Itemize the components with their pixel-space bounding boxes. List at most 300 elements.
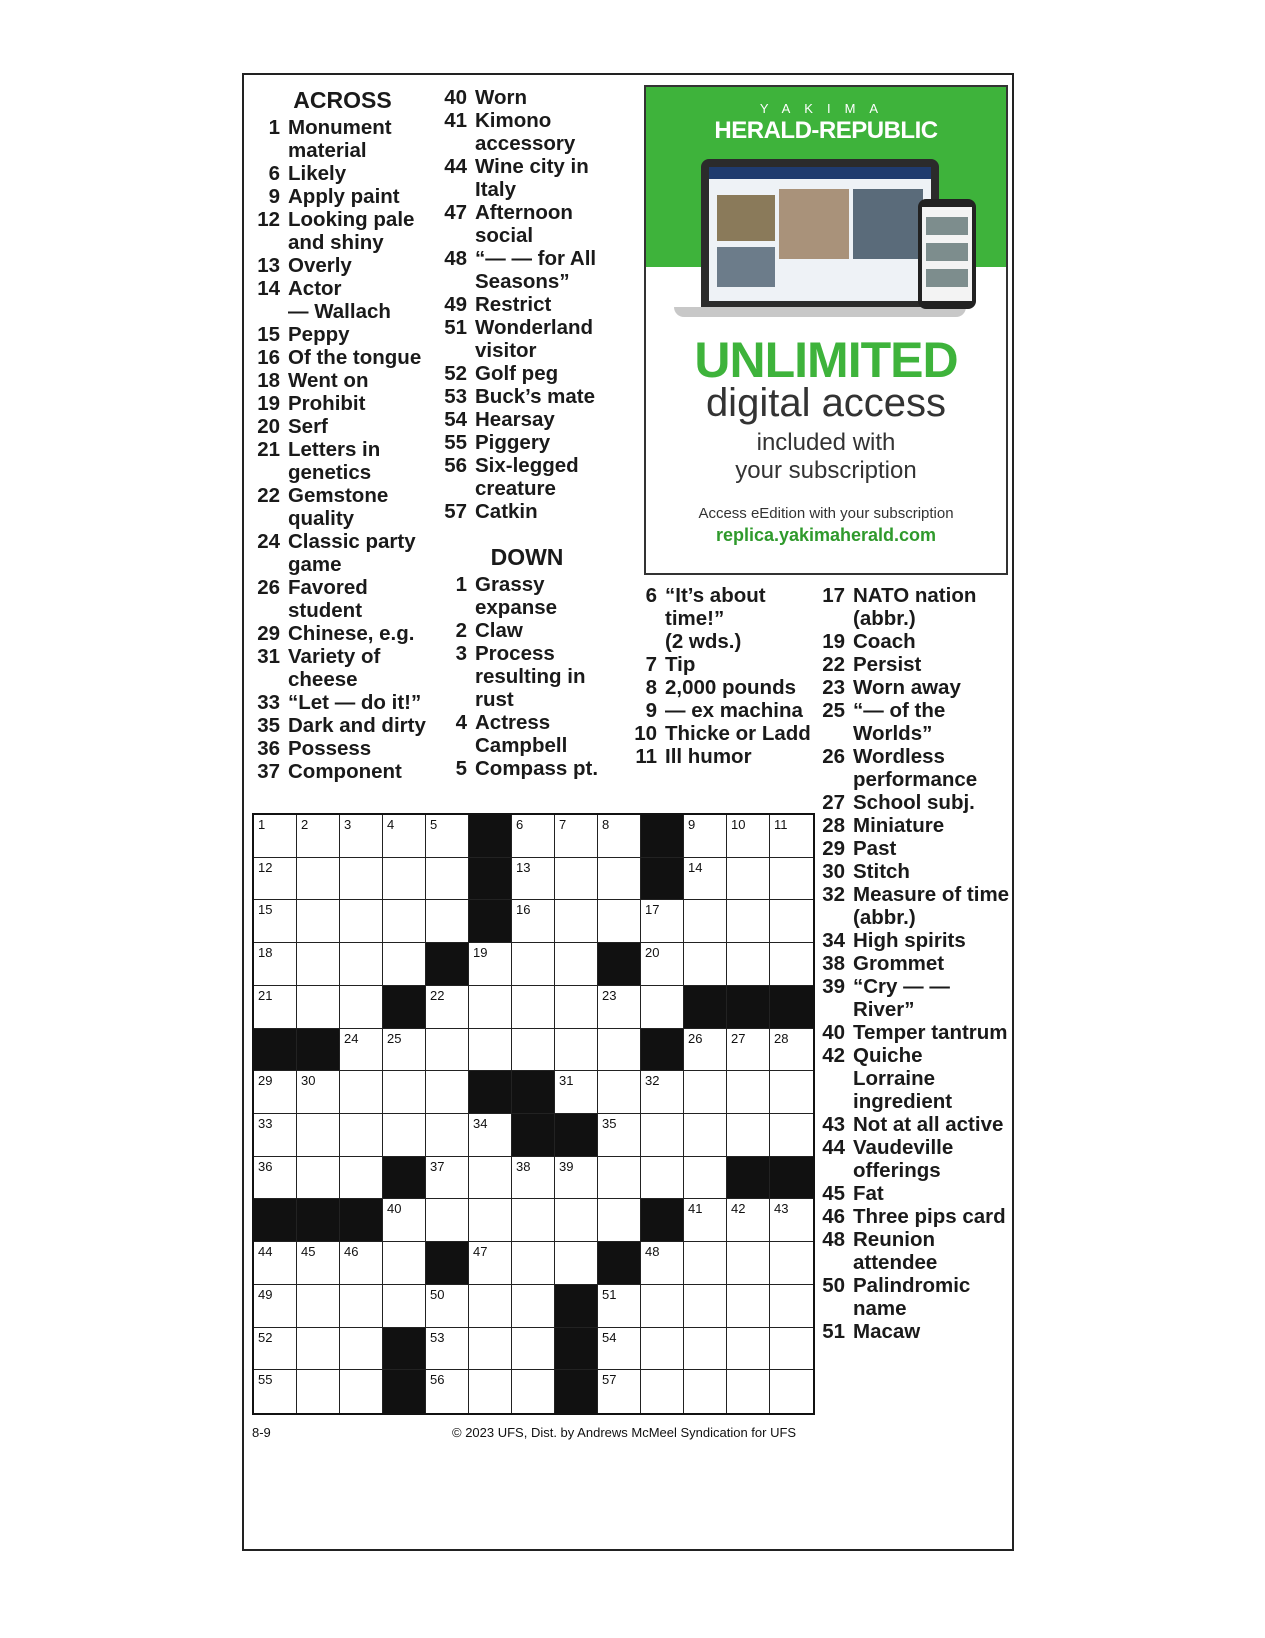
grid-cell[interactable] [426, 1029, 469, 1072]
black-square [469, 900, 512, 943]
grid-cell[interactable] [770, 900, 813, 943]
cell-number: 32 [645, 1073, 660, 1089]
grid-cell[interactable] [555, 1199, 598, 1242]
grid-cell[interactable] [340, 1029, 383, 1072]
grid-cell[interactable] [340, 1285, 383, 1328]
grid-cell[interactable] [555, 1157, 598, 1200]
grid-cell[interactable] [512, 815, 555, 858]
grid-cell[interactable] [340, 943, 383, 986]
grid-cell[interactable] [598, 1199, 641, 1242]
grid-cell[interactable] [770, 815, 813, 858]
cell-number: 25 [387, 1030, 402, 1046]
cell-number: 45 [301, 1244, 316, 1260]
clue-text: Claw [475, 619, 523, 642]
ad-headline: UNLIMITED [694, 332, 958, 388]
grid-cell[interactable] [340, 1157, 383, 1200]
grid-cell[interactable] [469, 1199, 512, 1242]
black-square [469, 1071, 512, 1114]
grid-cell[interactable] [641, 986, 684, 1029]
down-header: DOWN [490, 544, 564, 570]
black-square [641, 1029, 684, 1072]
grid-cell[interactable] [340, 1370, 383, 1413]
grid-cell[interactable] [598, 1285, 641, 1328]
grid-cell[interactable] [727, 900, 770, 943]
grid-cell[interactable] [297, 1071, 340, 1114]
clue-number: 16 [257, 346, 280, 369]
grid-cell[interactable] [512, 1370, 555, 1413]
grid-cell[interactable] [727, 1242, 770, 1285]
grid-cell[interactable] [555, 1071, 598, 1114]
grid-cell[interactable] [641, 1328, 684, 1371]
grid-cell[interactable] [684, 1285, 727, 1328]
clue-item [250, 760, 435, 783]
grid-cell[interactable] [426, 986, 469, 1029]
grid-cell[interactable] [555, 900, 598, 943]
clue-item [627, 699, 827, 722]
grid-cell[interactable] [770, 1242, 813, 1285]
grid-cell[interactable] [383, 1199, 426, 1242]
clue-item [437, 573, 617, 619]
grid-cell[interactable] [297, 1285, 340, 1328]
grid-cell[interactable] [426, 900, 469, 943]
clue-text: Palindromic name [853, 1274, 977, 1320]
clue-item [815, 952, 1010, 975]
grid-cell[interactable] [684, 1071, 727, 1114]
grid-cell[interactable] [555, 858, 598, 901]
clue-number: 3 [455, 642, 467, 665]
clue-number: 55 [444, 431, 467, 454]
black-square [641, 815, 684, 858]
clue-item [250, 116, 435, 162]
clue-number: 10 [634, 722, 657, 745]
clue-item [815, 630, 1010, 653]
clue-number: 52 [444, 362, 467, 385]
clue-text: “It’s about time!” (2 wds.) [665, 584, 766, 653]
clue-text: Monument material [288, 116, 398, 162]
cell-number: 22 [430, 987, 445, 1003]
grid-cell[interactable] [512, 1328, 555, 1371]
clue-text: Grommet [853, 952, 945, 975]
grid-cell[interactable] [727, 1370, 770, 1413]
clue-item [437, 711, 617, 757]
grid-cell[interactable] [340, 858, 383, 901]
clue-number: 15 [257, 323, 280, 346]
grid-cell[interactable] [254, 1157, 297, 1200]
clue-item [815, 1136, 1010, 1182]
grid-cell[interactable] [426, 1199, 469, 1242]
clue-text: Quiche Lorraine ingredient [853, 1044, 953, 1113]
clue-number: 9 [645, 699, 657, 722]
grid-cell[interactable] [727, 943, 770, 986]
clue-number: 53 [444, 385, 467, 408]
clue-item [250, 208, 435, 254]
grid-cell[interactable] [684, 1328, 727, 1371]
grid-cell[interactable] [641, 1114, 684, 1157]
grid-cell[interactable] [254, 900, 297, 943]
grid-cell[interactable] [770, 1071, 813, 1114]
cell-number: 38 [516, 1158, 531, 1174]
clue-item [437, 500, 617, 523]
cell-number: 23 [602, 987, 617, 1003]
clue-item [627, 676, 827, 699]
cell-number: 43 [774, 1201, 789, 1217]
grid-cell[interactable] [426, 1285, 469, 1328]
grid-cell[interactable] [340, 1114, 383, 1157]
clue-text: Component [288, 760, 402, 783]
black-square [555, 1370, 598, 1413]
grid-cell[interactable] [684, 858, 727, 901]
clue-text: Restrict [475, 293, 552, 316]
grid-cell[interactable] [254, 986, 297, 1029]
cell-number: 4 [387, 817, 395, 832]
grid-cell[interactable] [641, 943, 684, 986]
clue-text: Ill humor [665, 745, 752, 768]
grid-cell[interactable] [297, 858, 340, 901]
grid-cell[interactable] [383, 943, 426, 986]
clue-number: 48 [444, 247, 467, 270]
grid-cell[interactable] [297, 943, 340, 986]
grid-cell[interactable] [426, 1071, 469, 1114]
ad-url-link[interactable]: replica.yakimaherald.com [715, 525, 937, 545]
grid-cell[interactable] [598, 900, 641, 943]
grid-cell[interactable] [555, 1029, 598, 1072]
cell-number: 6 [516, 817, 524, 832]
clue-number: 2 [455, 619, 467, 642]
clue-number: 23 [822, 676, 845, 699]
grid-cell[interactable] [469, 1114, 512, 1157]
grid-cell[interactable] [340, 1328, 383, 1371]
clue-number: 27 [822, 791, 845, 814]
grid-cell[interactable] [684, 900, 727, 943]
clue-number: 11 [635, 745, 657, 768]
grid-cell[interactable] [383, 1285, 426, 1328]
cell-number: 13 [516, 859, 531, 875]
cell-number: 35 [602, 1116, 617, 1131]
grid-cell[interactable] [770, 1328, 813, 1371]
cell-number: 17 [645, 902, 660, 918]
phone-image [918, 199, 976, 309]
black-square [770, 1157, 813, 1200]
grid-cell[interactable] [727, 1114, 770, 1157]
grid-cell[interactable] [297, 1328, 340, 1371]
grid-cell[interactable] [426, 815, 469, 858]
grid-cell[interactable] [383, 1242, 426, 1285]
grid-cell[interactable] [770, 858, 813, 901]
black-square [297, 1199, 340, 1242]
clue-number: 51 [444, 316, 467, 339]
clue-text: Prohibit [288, 392, 366, 415]
ad-access-text: Access eEdition with your subscription [698, 505, 954, 522]
grid-cell[interactable] [598, 858, 641, 901]
grid-cell[interactable] [254, 1328, 297, 1371]
cell-number: 42 [731, 1201, 746, 1217]
clue-text: Chinese, e.g. [288, 622, 415, 645]
crossword-grid[interactable] [252, 813, 815, 1415]
cell-number: 29 [258, 1073, 273, 1089]
grid-cell[interactable] [512, 1242, 555, 1285]
clue-number: 43 [822, 1113, 845, 1136]
grid-cell[interactable] [555, 815, 598, 858]
grid-cell[interactable] [641, 900, 684, 943]
ad-tagline-line1: included with [756, 429, 896, 456]
clue-text: Tip [665, 653, 696, 676]
cell-number: 53 [430, 1329, 445, 1345]
grid-cell[interactable] [684, 943, 727, 986]
grid-cell[interactable] [512, 986, 555, 1029]
grid-cell[interactable] [512, 943, 555, 986]
grid-cell[interactable] [598, 986, 641, 1029]
grid-cell[interactable] [469, 986, 512, 1029]
clue-item [437, 109, 617, 155]
grid-cell[interactable] [512, 1199, 555, 1242]
clue-item [250, 346, 435, 369]
clue-number: 6 [645, 584, 657, 607]
clue-item [815, 883, 1015, 929]
clue-item [815, 814, 1010, 837]
grid-cell[interactable] [727, 858, 770, 901]
grid-cell[interactable] [555, 943, 598, 986]
grid-cell[interactable] [727, 1328, 770, 1371]
clue-item [815, 791, 1010, 814]
grid-cell[interactable] [641, 1242, 684, 1285]
grid-cell[interactable] [469, 1157, 512, 1200]
grid-cell[interactable] [426, 1370, 469, 1413]
grid-cell[interactable] [727, 815, 770, 858]
grid-cell[interactable] [512, 900, 555, 943]
black-square [426, 943, 469, 986]
grid-cell[interactable] [598, 1029, 641, 1072]
black-square [297, 1029, 340, 1072]
black-square [727, 986, 770, 1029]
grid-cell[interactable] [297, 1370, 340, 1413]
grid-cell[interactable] [297, 986, 340, 1029]
grid-cell[interactable] [598, 1157, 641, 1200]
grid-cell[interactable] [770, 1370, 813, 1413]
grid-cell[interactable] [340, 900, 383, 943]
laptop-base-image [674, 307, 966, 317]
cell-number: 3 [344, 817, 352, 832]
clue-item [437, 155, 617, 201]
clue-number: 30 [822, 860, 845, 883]
clue-item [250, 277, 435, 323]
grid-cell[interactable] [684, 1029, 727, 1072]
grid-cell[interactable] [598, 815, 641, 858]
grid-cell[interactable] [684, 1242, 727, 1285]
grid-cell[interactable] [340, 1242, 383, 1285]
black-square [383, 986, 426, 1029]
grid-cell[interactable] [641, 1285, 684, 1328]
grid-cell[interactable] [684, 1370, 727, 1413]
grid-cell[interactable] [512, 1029, 555, 1072]
grid-cell[interactable] [383, 1071, 426, 1114]
puzzle-date: 8-9 [252, 1425, 271, 1440]
grid-cell[interactable] [727, 1071, 770, 1114]
grid-cell[interactable] [297, 1114, 340, 1157]
clue-text: Worn away [853, 676, 961, 699]
cell-number: 41 [688, 1201, 703, 1217]
grid-cell[interactable] [469, 943, 512, 986]
grid-cell[interactable] [469, 1029, 512, 1072]
grid-cell[interactable] [555, 986, 598, 1029]
grid-cell[interactable] [641, 1071, 684, 1114]
clue-number: 47 [444, 201, 467, 224]
grid-cell[interactable] [383, 858, 426, 901]
subscription-advertisement[interactable] [644, 85, 1008, 575]
grid-cell[interactable] [727, 1029, 770, 1072]
clue-number: 1 [455, 573, 467, 596]
grid-cell[interactable] [254, 1114, 297, 1157]
clue-text: Piggery [475, 431, 551, 454]
grid-cell[interactable] [770, 1114, 813, 1157]
grid-cell[interactable] [598, 1114, 641, 1157]
clue-item [437, 201, 617, 247]
black-square [684, 986, 727, 1029]
grid-cell[interactable] [684, 1114, 727, 1157]
clue-number: 31 [257, 645, 280, 668]
cell-number: 30 [301, 1073, 316, 1089]
clue-text: Went on [288, 369, 369, 392]
clue-text: Persist [853, 653, 922, 676]
grid-cell[interactable] [297, 1242, 340, 1285]
clue-number: 45 [822, 1182, 845, 1205]
clue-item [627, 722, 827, 745]
grid-cell[interactable] [727, 1285, 770, 1328]
grid-cell[interactable] [383, 815, 426, 858]
clue-text: “— — for All Seasons” [475, 247, 602, 293]
grid-cell[interactable] [254, 1071, 297, 1114]
grid-cell[interactable] [469, 1242, 512, 1285]
clue-number: 7 [645, 653, 657, 676]
grid-cell[interactable] [254, 1285, 297, 1328]
clue-item [250, 185, 435, 208]
clue-item [815, 676, 1010, 699]
clue-number: 26 [257, 576, 280, 599]
black-square [469, 858, 512, 901]
grid-cell[interactable] [598, 1328, 641, 1371]
clue-number: 21 [257, 438, 280, 461]
grid-cell[interactable] [254, 1370, 297, 1413]
clue-number: 40 [444, 86, 467, 109]
clue-item [437, 431, 617, 454]
clue-text: Peppy [288, 323, 350, 346]
clue-number: 57 [444, 500, 467, 523]
clue-item [250, 162, 435, 185]
grid-cell[interactable] [254, 1242, 297, 1285]
grid-cell[interactable] [727, 1199, 770, 1242]
clue-text: Compass pt. [475, 757, 599, 780]
ad-subhead: digital access [705, 381, 947, 425]
clue-number: 54 [444, 408, 467, 431]
grid-cell[interactable] [555, 1242, 598, 1285]
grid-cell[interactable] [297, 815, 340, 858]
grid-cell[interactable] [469, 1285, 512, 1328]
cell-number: 24 [344, 1030, 359, 1046]
grid-cell[interactable] [383, 900, 426, 943]
clue-number: 34 [822, 929, 845, 952]
cell-number: 14 [688, 859, 703, 875]
grid-cell[interactable] [684, 1157, 727, 1200]
clue-number: 44 [822, 1136, 845, 1159]
grid-cell[interactable] [598, 1071, 641, 1114]
clue-item [250, 323, 435, 346]
clue-text: Afternoon social [475, 201, 579, 247]
clue-number: 49 [444, 293, 467, 316]
grid-cell[interactable] [340, 815, 383, 858]
clue-text: Dark and dirty [288, 714, 426, 737]
grid-cell[interactable] [770, 1199, 813, 1242]
grid-cell[interactable] [383, 1114, 426, 1157]
clue-item [250, 691, 435, 714]
clue-item [627, 653, 827, 676]
clue-item [437, 247, 617, 293]
grid-cell[interactable] [254, 858, 297, 901]
clue-item [815, 745, 1010, 791]
black-square [598, 943, 641, 986]
grid-cell[interactable] [469, 1370, 512, 1413]
grid-cell[interactable] [641, 1370, 684, 1413]
cell-number: 20 [645, 945, 660, 961]
grid-cell[interactable] [426, 1328, 469, 1371]
grid-cell[interactable] [598, 1370, 641, 1413]
across-clues-column-1 [250, 86, 435, 783]
grid-cell[interactable] [512, 1285, 555, 1328]
clue-number: 4 [455, 711, 467, 734]
grid-cell[interactable] [254, 815, 297, 858]
clue-text: Classic party game [288, 530, 422, 576]
grid-cell[interactable] [340, 1071, 383, 1114]
cell-number: 49 [258, 1286, 273, 1302]
grid-cell[interactable] [383, 1029, 426, 1072]
grid-cell[interactable] [426, 858, 469, 901]
clue-number: 14 [257, 277, 280, 300]
grid-cell[interactable] [426, 1157, 469, 1200]
grid-cell[interactable] [684, 815, 727, 858]
clue-number: 38 [822, 952, 845, 975]
clue-number: 13 [257, 254, 280, 277]
clue-number: 48 [822, 1228, 845, 1251]
grid-cell[interactable] [512, 1157, 555, 1200]
cell-number: 21 [258, 987, 273, 1003]
grid-cell[interactable] [512, 858, 555, 901]
grid-cell[interactable] [297, 1157, 340, 1200]
clue-text: Wine city in Italy [475, 155, 595, 201]
clue-number: 24 [257, 530, 280, 553]
clue-number: 35 [257, 714, 280, 737]
grid-cell[interactable] [426, 1114, 469, 1157]
clue-item [815, 837, 1010, 860]
clue-text: Possess [288, 737, 372, 760]
ad-tagline-line2: your subscription [735, 457, 917, 484]
clue-text: Macaw [853, 1320, 921, 1343]
cell-number: 5 [430, 817, 438, 832]
clue-text: Wonderland visitor [475, 316, 599, 362]
black-square [555, 1285, 598, 1328]
grid-cell[interactable] [684, 1199, 727, 1242]
clue-text: Temper tantrum [853, 1021, 1008, 1044]
cell-number: 57 [602, 1372, 617, 1388]
grid-cell[interactable] [770, 943, 813, 986]
grid-cell[interactable] [297, 900, 340, 943]
grid-cell[interactable] [641, 1157, 684, 1200]
grid-cell[interactable] [770, 1029, 813, 1072]
grid-cell[interactable] [340, 986, 383, 1029]
grid-cell[interactable] [254, 943, 297, 986]
ad-brand-logo: HERALD-REPUBLIC [714, 117, 938, 144]
clue-text: NATO nation (abbr.) [853, 584, 983, 630]
black-square [254, 1199, 297, 1242]
grid-cell[interactable] [469, 1328, 512, 1371]
grid-cell[interactable] [770, 1285, 813, 1328]
